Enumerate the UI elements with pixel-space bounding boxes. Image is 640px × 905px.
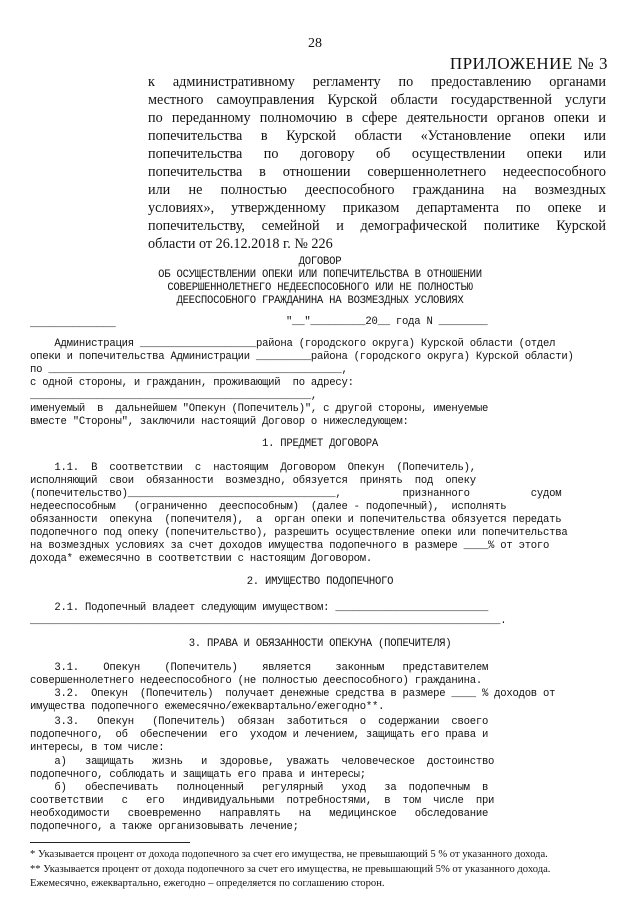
footnote: * Указывается процент от дохода подопечного за счет его имущества, не превышающий 5 % от указанного дохода. [30, 849, 548, 860]
page-number: 28 [308, 36, 322, 51]
contract-title-line: ДЕЕСПОСОБНОГО ГРАЖДАНИНА НА ВОЗМЕЗДНЫХ УСЛОВИЯХ [176, 295, 464, 307]
section-heading: 1. ПРЕДМЕТ ДОГОВОРА [261, 438, 379, 450]
footnote: ** Указывается процент от дохода подопечного за счет его имущества, не превышающий 5% от указанного дохода. [30, 864, 551, 875]
section-line: (попечительство)__________________________________, признанного судом [30, 488, 562, 500]
section-line: 1.1. В соответствии с настоящим Договором Опекун (Попечитель), [30, 462, 476, 474]
preamble-line: по ________________________________________________, [30, 364, 348, 376]
section-line: соответствии с его индивидуальными потребностями, в том числе при [30, 795, 495, 807]
section-line: а) защищать жизнь и здоровье, уважать человеческое достоинство [30, 756, 495, 768]
preamble-line: вместе "Стороны", заключили настоящий Договор о нижеследующем: [30, 416, 409, 428]
footnote: Ежемесячно, ежеквартально, ежегодно – определяется по соглашению сторон. [30, 878, 385, 889]
preamble-line: именуемый в дальнейшем "Опекун (Попечитель)", с другой стороны, именуемые [30, 403, 489, 415]
section-line: необходимости своевременно направлять на медицинское обследование [30, 808, 489, 820]
preamble-line: с одной стороны, и гражданин, проживающий по адресу: [30, 377, 354, 389]
section-line: б) обеспечивать полноценный регулярный уход за подопечным в [30, 782, 489, 794]
section-line: совершеннолетнего недееспособного (не полностью дееспособного) гражданина. [30, 675, 482, 687]
place-blank: ______________ [30, 318, 116, 330]
section-line: обязанности опекуна (попечителя), а орган опеки и попечительства обязуется передать [30, 514, 562, 526]
section-line: дохода* ежемесячно в соответствии с настоящим Договором. [30, 553, 373, 565]
contract-title-line: ДОГОВОР [298, 256, 342, 268]
section-line: недееспособным (ограниченно дееспособным) (далее - подопечный), исполнять [30, 501, 507, 513]
section-line: 2.1. Подопечный владеет следующим имуществом: _________________________ [30, 602, 489, 614]
appendix-title: ПРИЛОЖЕНИЕ № 3 [449, 54, 608, 73]
header-line: области от 26.12.2018 г. № 226 [148, 236, 333, 252]
section-line: 3.3. Опекун (Попечитель) обязан заботиться о содержании своего [30, 716, 489, 728]
header-line: попечительства в Курской области «Установление опеки или [148, 128, 606, 144]
footnote-separator [30, 842, 190, 843]
header-line: попечительства по договору об осуществлении опеки или [148, 146, 606, 162]
header-line: условиях», утвержденному приказом департамента по опеке и [148, 200, 606, 216]
date-line: "__"_________20__ года N ________ [286, 316, 488, 328]
section-line: подопечного, соблюдать и защищать его права и интересы; [30, 769, 366, 781]
section-line: интересы, в том числе: [30, 742, 165, 754]
section-line: 3.1. Опекун (Попечитель) является законным представителем [30, 662, 489, 674]
preamble-line: опеки и попечительства Администрации _________района (городского округа) Курской области) [30, 351, 574, 363]
contract-title-line: ОБ ОСУЩЕСТВЛЕНИИ ОПЕКИ ИЛИ ПОПЕЧИТЕЛЬСТВА В ОТНОШЕНИИ [158, 269, 482, 281]
section-heading: 2. ИМУЩЕСТВО ПОДОПЕЧНОГО [246, 576, 394, 588]
header-line: или не полностью дееспособного гражданина на возмездных [148, 182, 606, 198]
header-line: к административному регламенту по предоставлению органами [148, 74, 606, 90]
section-line: подопечного, а также организовывать лечение; [30, 821, 299, 833]
preamble-line: ______________________________________________, [30, 390, 318, 402]
section-line: _____________________________________________________________________________. [30, 615, 507, 627]
section-heading: 3. ПРАВА И ОБЯЗАННОСТИ ОПЕКУНА (ПОПЕЧИТЕЛЯ) [188, 638, 452, 650]
section-line: подопечного, об обеспечении его уходом и лечением, защищать его права и [30, 729, 489, 741]
section-line: 3.2. Опекун (Попечитель) получает денежные средства в размере ____ % доходов от [30, 688, 556, 700]
section-line: на возмездных условиях за счет доходов имущества подопечного в размере ____% от этого [30, 540, 550, 552]
preamble-line: Администрация ___________________района (городского округа) Курской области (отдел [30, 338, 556, 350]
header-line: попечительства в отношении совершеннолетнего недееспособного [148, 164, 606, 180]
section-line: подопечного под опеку (попечительство), разрешить осуществление опеки или попечительства [30, 527, 568, 539]
section-line: исполняющий свои обязанности возмездно, обязуется принять под опеку [30, 475, 476, 487]
section-line: имущества подопечного ежемесячно/ежеквартально/ежегодно**. [30, 701, 385, 713]
header-line: по переданному полномочию в сфере деятельности органов опеки и [148, 110, 606, 126]
header-line: попечительству, семейной и демографической политике Курской [148, 218, 606, 234]
contract-title-line: СОВЕРШЕННОЛЕТНЕГО НЕДЕЕСПОСОБНОГО ИЛИ НЕ ПОЛНОСТЬЮ [167, 282, 473, 294]
header-line: местного самоуправления Курской области государственной услуги [148, 92, 606, 108]
